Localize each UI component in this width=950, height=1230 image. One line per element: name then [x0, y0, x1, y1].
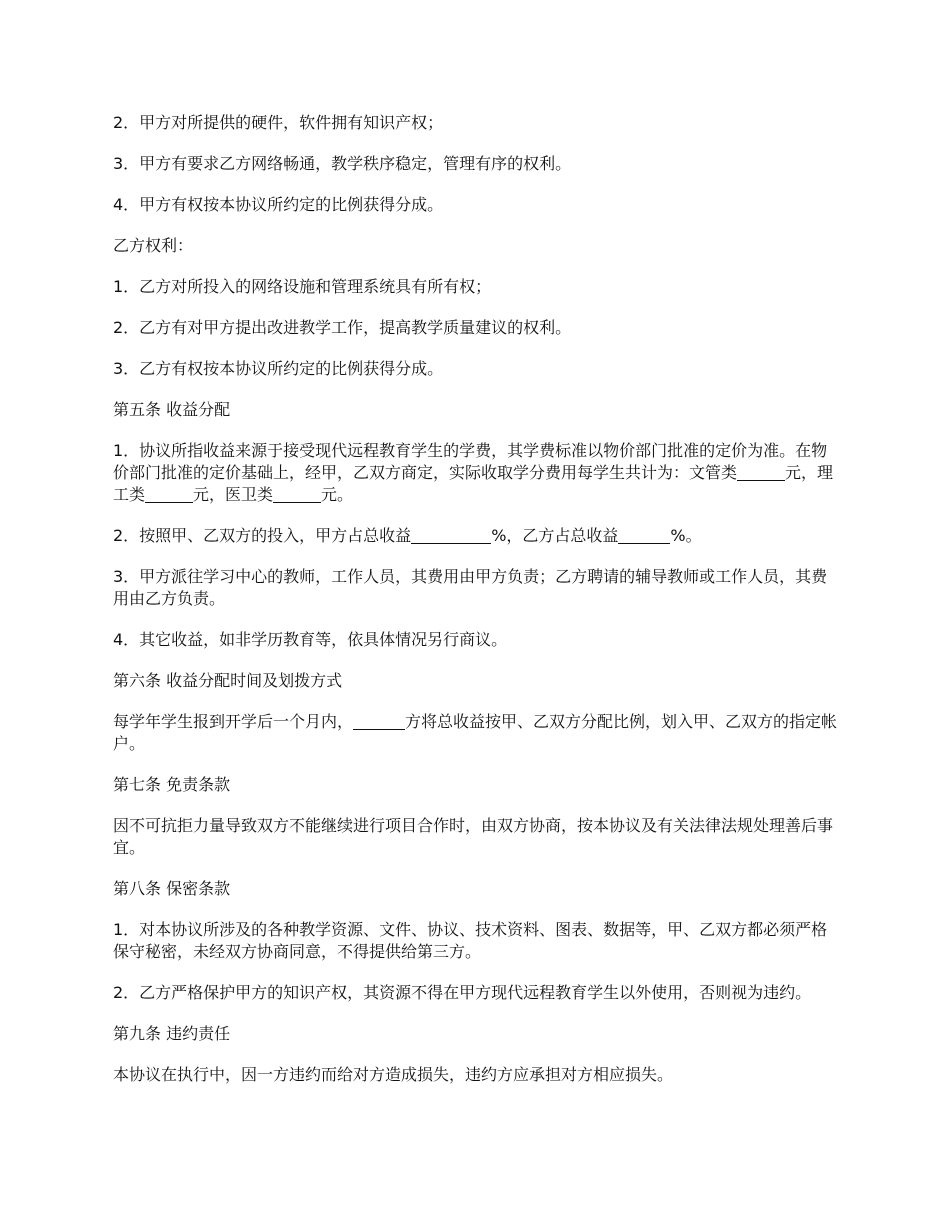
- paragraph-revenue-share: [113, 525, 838, 547]
- paragraph-party-b-right-1: 1．乙方对所投入的网络设施和管理系统具有所有权；: [113, 277, 492, 296]
- blank-party-a-share: [411, 525, 491, 544]
- paragraph-confidentiality-1: 1．对本协议所涉及的各种教学资源、文件、协议、技术资料、图表、数据等，甲、乙双方都必须严格保守秘密，未经双方协商同意，不得提供给第三方。: [113, 920, 828, 961]
- blank-fee-management: [737, 462, 785, 481]
- revenue-source-text: 1．协议所指收益来源于接受现代远程教育学生的学费，其学费标准以物价部门批准的定价为准。在物价部门批准的定价基础上，经甲，乙双方商定，实际收取学分费用每学生共计为：文管类: [113, 441, 828, 482]
- paragraph-breach-liability: 本协议在执行中，因一方违约而给对方造成损失，违约方应承担对方相应损失。: [113, 1065, 674, 1084]
- revenue-source-text-2: 元，理工类: [113, 463, 834, 504]
- paragraph-party-a-right-2: 2．甲方对所提供的硬件，软件拥有知识产权；: [113, 113, 444, 132]
- heading-article-5: 第五条 收益分配: [113, 400, 231, 419]
- paragraph-revenue-source: [113, 440, 838, 506]
- paragraph-other-revenue: 4．其它收益，如非学历教育等，依具体情况另行商议。: [113, 630, 508, 649]
- blank-fee-medical: [273, 484, 321, 503]
- heading-article-9: 第九条 违约责任: [113, 1024, 231, 1043]
- heading-article-6: 第六条 收益分配时间及划拨方式: [113, 671, 343, 690]
- revenue-source-text-4: 元。: [321, 485, 354, 504]
- paragraph-party-b-right-3: 3．乙方有权按本协议所约定的比例获得分成。: [113, 359, 444, 378]
- paragraph-force-majeure: 因不可抗拒力量导致双方不能继续进行项目合作时，由双方协商，按本协议及有关法律法规处理善后事宜。: [113, 816, 834, 857]
- revenue-share-text-3: %。: [670, 526, 702, 545]
- heading-party-b-rights: 乙方权利：: [113, 236, 194, 255]
- blank-distributing-party: [353, 711, 405, 730]
- paragraph-party-a-right-4: 4．甲方有权按本协议所约定的比例获得分成。: [113, 195, 444, 214]
- distribution-text: 每学年学生报到开学后一个月内，: [113, 712, 354, 731]
- heading-article-8: 第八条 保密条款: [113, 879, 231, 898]
- paragraph-party-a-right-3: 3．甲方有要求乙方网络畅通，教学秩序稳定，管理有序的权利。: [113, 154, 572, 173]
- paragraph-distribution-time: [113, 711, 838, 755]
- revenue-share-text-2: %，乙方占总收益: [491, 526, 619, 545]
- blank-fee-engineering: [145, 484, 193, 503]
- distribution-text-2: 方将总收益按甲、乙双方分配比例，划入甲、乙双方的指定帐户。: [113, 712, 838, 753]
- heading-article-7: 第七条 免责条款: [113, 775, 231, 794]
- revenue-share-text: 2．按照甲、乙双方的投入，甲方占总收益: [113, 526, 412, 545]
- paragraph-confidentiality-2: 2．乙方严格保护甲方的知识产权，其资源不得在甲方现代远程教育学生以外使用，否则视为违约。: [113, 983, 812, 1002]
- document-body: [113, 112, 838, 1105]
- paragraph-staff-costs: 3．甲方派往学习中心的教师，工作人员，其费用由甲方负责；乙方聘请的辅导教师或工作人员，其费用由乙方负责。: [113, 567, 828, 608]
- blank-party-b-share: [618, 525, 670, 544]
- paragraph-party-b-right-2: 2．乙方有对甲方提出改进教学工作，提高教学质量建议的权利。: [113, 318, 572, 337]
- revenue-source-text-3: 元，医卫类: [193, 485, 274, 504]
